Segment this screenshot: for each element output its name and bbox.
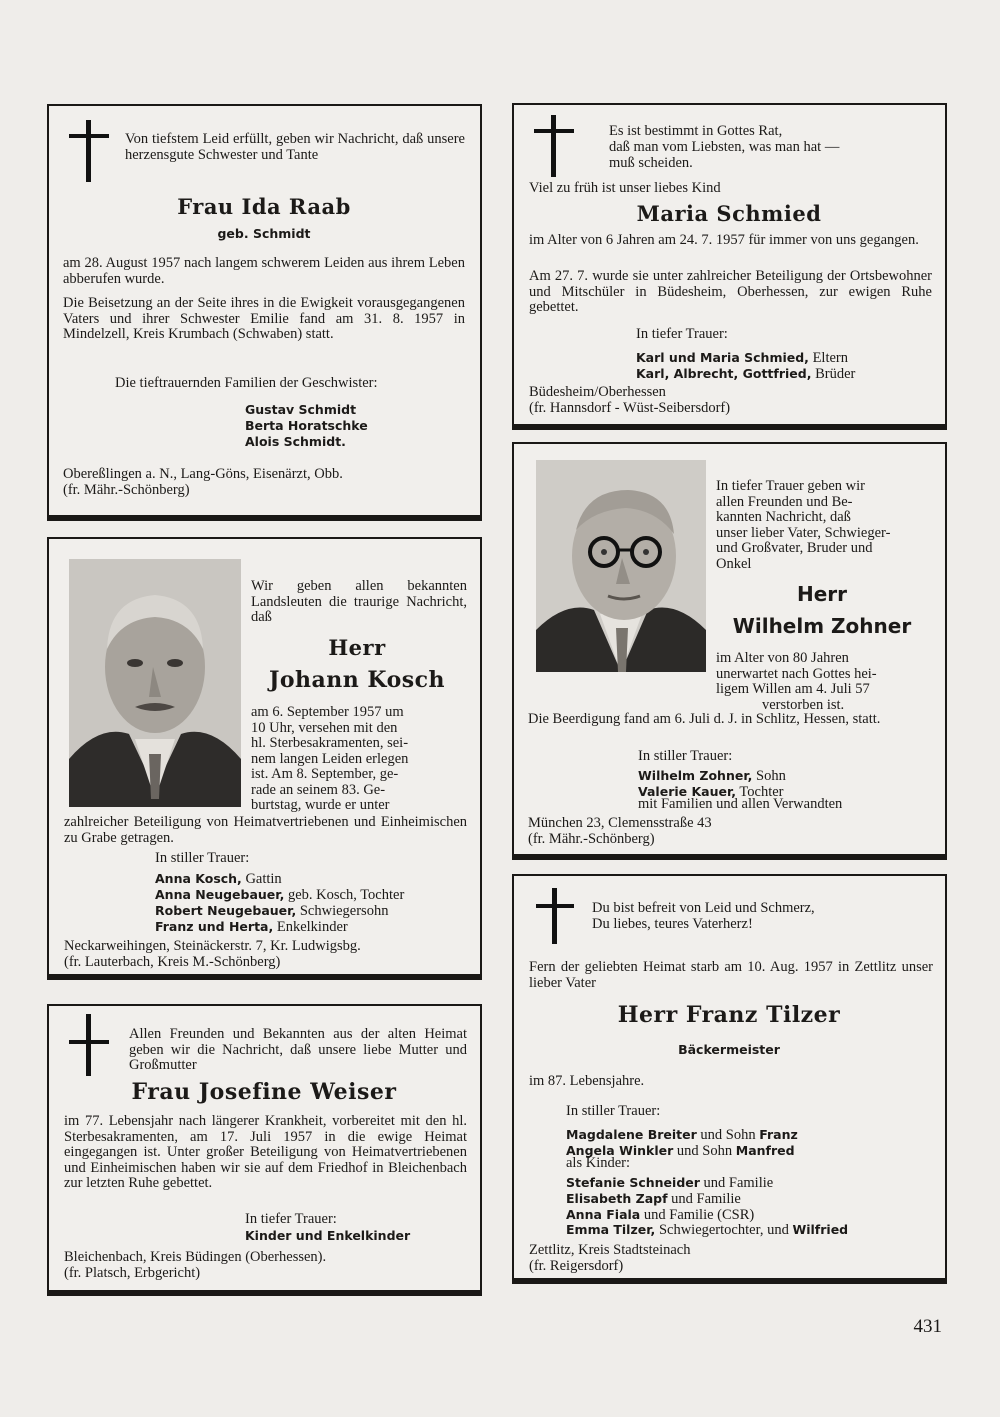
cross-icon	[534, 115, 574, 177]
tilzer-name: Herr Franz Tilzer	[617, 1002, 841, 1028]
weiser-place: Bleichenbach, Kreis Büdingen (Oberhessen).	[64, 1249, 327, 1265]
page-number: 431	[913, 1316, 942, 1337]
tilzer-intro: Fern der geliebten Heimat starb am 10. Aug. 1957 in Zettlitz unser lieber Vater	[529, 959, 933, 991]
tilzer-mourner: als Kinder:	[566, 1155, 631, 1171]
raab-mourner: Alois Schmidt.	[245, 434, 346, 449]
text-line: verstorben ist.	[762, 696, 845, 713]
zohner-place: München 23, Clemensstraße 43	[528, 815, 712, 831]
mourner-name: Karl, Albrecht, Gottfried,	[636, 366, 812, 381]
raab-burial: Die Beisetzung an der Seite ihres in die Ewigkeit vorausgegangenen Vaters und ihrer Schwester Emilie fand am 31. 8. 1957 in Mindelzell, Kreis Krumbach (Schwaben) statt.	[63, 295, 465, 342]
tilzer-profession: Bäckermeister	[678, 1042, 780, 1057]
raab-mourner: Berta Horatschke	[245, 418, 368, 433]
mourner-name: Magdalene Breiter	[566, 1127, 697, 1142]
mourner-relation: Tochter	[736, 784, 784, 800]
mourner-relation: Eltern	[808, 350, 848, 366]
schmied-burial: Am 27. 7. wurde sie unter zahlreicher Beteiligung der Ortsbewohner und Mitschüler in Büdesheim, Oberhessen, zur ewigen Ruhe gebettet.	[529, 268, 932, 315]
tilzer-place: Zettlitz, Kreis Stadtsteinach	[529, 1242, 691, 1258]
tilzer-verse-line: Du liebes, teures Vaterherz!	[592, 916, 753, 932]
mourner-relation: Sohn	[752, 768, 786, 784]
cross-icon	[536, 888, 574, 944]
mourner-name: Anna Fiala	[566, 1207, 641, 1222]
schmied-mourners-intro: In tiefer Trauer:	[636, 326, 728, 342]
mourner-name: Robert Neugebauer,	[155, 903, 297, 918]
mourner-name: Franz und Herta,	[155, 919, 274, 934]
mourner-name: Wilfried	[792, 1222, 849, 1237]
text-line: Onkel	[716, 555, 752, 572]
mourner-relation: Schwiegertochter, und	[655, 1222, 793, 1238]
zohner-mourner: mit Familien und allen Verwandten	[638, 796, 843, 812]
obituary-kosch	[47, 537, 482, 980]
schmied-verse-line: daß man vom Liebsten, was man hat —	[609, 139, 840, 155]
mourner-relation: und Familie	[667, 1191, 741, 1207]
text-line: ligem Willen am 4. Juli 57	[716, 681, 870, 697]
raab-mourner: Gustav Schmidt	[245, 402, 357, 417]
zohner-title: Herr	[796, 582, 848, 606]
mourner-relation: Gattin	[241, 871, 282, 887]
mourner-name: Elisabeth Zapf	[566, 1191, 668, 1206]
mourner-name: Franz	[759, 1127, 798, 1142]
kosch-name: Johann Kosch	[268, 667, 446, 693]
schmied-name: Maria Schmied	[636, 201, 822, 226]
mourner-relation: und Sohn	[696, 1127, 760, 1143]
mourner-name: Anna Kosch,	[155, 871, 242, 886]
weiser-mourners: Kinder und Enkelkinder	[245, 1228, 411, 1243]
raab-former: (fr. Mähr.-Schönberg)	[63, 482, 190, 498]
mourner-relation: und Familie (CSR)	[640, 1207, 755, 1223]
mourner-relation: Schwiegersohn	[296, 903, 389, 919]
tilzer-age: im 87. Lebensjahre.	[529, 1073, 645, 1089]
text-line: und Großvater, Bruder und	[716, 540, 873, 556]
zohner-former: (fr. Mähr.-Schönberg)	[528, 831, 655, 847]
raab-intro: Von tiefstem Leid erfüllt, geben wir Nachricht, daß unsere herzensgute Schwester und Tante	[125, 131, 465, 163]
zohner-death-block	[716, 651, 932, 713]
cross-icon	[69, 120, 109, 182]
text-line: burtstag, wurde er unter	[251, 797, 390, 813]
weiser-mourners-intro: In tiefer Trauer:	[245, 1211, 337, 1227]
text-line: hl. Sterbesakramenten, sei-	[251, 735, 409, 751]
obituary-weiser	[47, 1004, 482, 1296]
schmied-verse-line: Es ist bestimmt in Gottes Rat,	[609, 123, 783, 139]
text-line: In tiefer Trauer geben wir	[716, 478, 865, 494]
tilzer-mourners-intro: In stiller Trauer:	[566, 1103, 661, 1119]
text-line: ist. Am 8. September, ge-	[251, 766, 399, 782]
portrait-photo	[536, 460, 706, 672]
kosch-text-block	[251, 705, 467, 814]
weiser-text: im 77. Lebensjahr nach längerer Krankheit, vorbereitet mit den hl. Sterbesakramenten, am 17. Juli 1957 in die ewige Heimat eingegangen ist. Unter großer Beteiligung von Heimatvertriebenen und Einheimischen haben wir sie auf dem Friedhof in Bleichenbach zur letzten Ruhe gebettet.	[64, 1113, 467, 1191]
kosch-place: Neckarweihingen, Steinäckerstr. 7, Kr. Ludwigsbg.	[64, 938, 361, 954]
mourner-relation: Enkelkinder	[273, 919, 348, 935]
cross-icon	[69, 1014, 109, 1076]
mourner-relation: Brüder	[811, 366, 856, 382]
schmied-place: Büdesheim/Oberhessen	[529, 384, 666, 400]
mourner-name: Emma Tilzer,	[566, 1222, 656, 1237]
text-line: am 6. September 1957 um	[251, 704, 404, 720]
schmied-former: (fr. Hannsdorf - Wüst-Seibersdorf)	[529, 400, 731, 416]
schmied-intro: Viel zu früh ist unser liebes Kind	[529, 180, 721, 196]
zohner-intro-block	[716, 479, 932, 572]
raab-mourners-intro: Die tieftrauernden Familien der Geschwister:	[115, 375, 378, 391]
kosch-intro: Wir geben allen bekannten Landsleuten die traurige Nachricht, daß	[251, 578, 467, 625]
kosch-former: (fr. Lauterbach, Kreis M.-Schönberg)	[64, 954, 281, 970]
tilzer-verse-line: Du bist befreit von Leid und Schmerz,	[592, 900, 815, 916]
mourner-relation: und Familie	[699, 1175, 774, 1191]
obituary-schmied	[512, 103, 947, 430]
text-line: unerwartet nach Gottes hei-	[716, 665, 877, 682]
kosch-mourners-intro: In stiller Trauer:	[155, 850, 250, 866]
raab-death: am 28. August 1957 nach langem schwerem Leiden aus ihrem Leben abberufen wurde.	[63, 255, 465, 287]
mourner-name: Valerie Kauer,	[638, 784, 737, 799]
text-line: allen Freunden und Be-	[716, 493, 853, 510]
kosch-title: Herr	[328, 635, 386, 660]
mourner-relation: und Sohn	[673, 1143, 736, 1159]
portrait-photo	[69, 559, 241, 807]
text-line: kannten Nachricht, daß	[716, 509, 851, 525]
tilzer-former: (fr. Reigersdorf)	[529, 1258, 624, 1274]
text-line: rade an seinem 83. Ge-	[251, 781, 386, 798]
zohner-name: Wilhelm Zohner	[732, 614, 912, 638]
text-line: 10 Uhr, versehen mit den	[251, 719, 398, 736]
weiser-former: (fr. Platsch, Erbgericht)	[64, 1265, 201, 1281]
mourner-name: Karl und Maria Schmied,	[636, 350, 809, 365]
weiser-intro: Allen Freunden und Bekannten aus der alten Heimat geben wir die Nachricht, daß unsere liebe Mutter und Großmutter	[129, 1026, 467, 1073]
mourner-name: Manfred	[735, 1143, 795, 1158]
schmied-death: im Alter von 6 Jahren am 24. 7. 1957 für immer von uns gegangen.	[529, 232, 919, 248]
mourner-name: Stefanie Schneider	[566, 1175, 700, 1190]
text-line: im Alter von 80 Jahren	[716, 650, 849, 666]
kosch-text-full: zahlreicher Beteiligung von Heimatvertriebenen und Einheimischen zu Grabe getragen.	[64, 814, 467, 846]
weiser-name: Frau Josefine Weiser	[131, 1079, 397, 1105]
mourner-name: Angela Winkler	[566, 1143, 674, 1158]
raab-birth-name: geb. Schmidt	[217, 226, 311, 241]
mourner-name: Anna Neugebauer,	[155, 887, 285, 902]
schmied-mourner	[636, 363, 855, 383]
schmied-verse-line: muß scheiden.	[609, 155, 693, 171]
obituary-tilzer	[512, 874, 947, 1284]
tilzer-mourner	[566, 1219, 848, 1239]
zohner-mourners-intro: In stiller Trauer:	[638, 748, 733, 764]
zohner-burial: Die Beerdigung fand am 6. Juli d. J. in Schlitz, Hessen, statt.	[528, 711, 881, 727]
text-line: unser lieber Vater, Schwieger-	[716, 524, 891, 541]
text-line: nem langen Leiden erlegen	[251, 750, 409, 767]
obituary-raab	[47, 104, 482, 521]
kosch-mourner	[155, 916, 348, 936]
raab-name: Frau Ida Raab	[177, 194, 351, 219]
obituary-zohner	[512, 442, 947, 860]
mourner-name: Wilhelm Zohner,	[638, 768, 753, 783]
raab-place: Obereßlingen a. N., Lang-Göns, Eisenärzt, Obb.	[63, 466, 343, 482]
mourner-relation: geb. Kosch, Tochter	[284, 887, 405, 903]
